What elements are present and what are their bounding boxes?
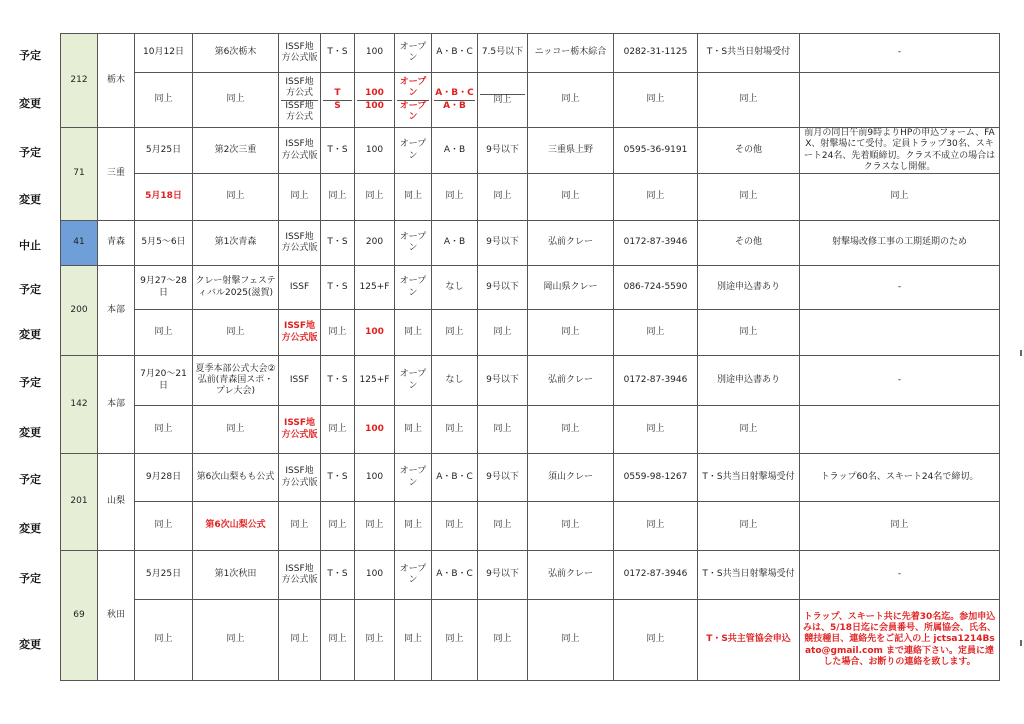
event-class: T・S — [321, 454, 355, 502]
event-open: オープン — [395, 356, 432, 406]
event-tel: 0595-36-9191 — [614, 128, 698, 174]
event-type: 同上 — [279, 502, 321, 551]
event-class: 同上 — [321, 310, 355, 356]
event-name: 第6次山梨公式 — [193, 502, 279, 551]
prefecture: 青森 — [98, 221, 135, 266]
event-venue: 同上 — [528, 502, 614, 551]
event-apply: 同上 — [698, 73, 800, 128]
event-apply: T・S共主管協会申込 — [698, 600, 800, 681]
event-open: 同上 — [395, 310, 432, 356]
event-name: 第2次三重 — [193, 128, 279, 174]
row-label-changed: 変更 — [19, 97, 41, 110]
event-shot: 9号以下 — [478, 454, 528, 502]
event-grade: 同上 — [432, 406, 478, 454]
event-date: 7月20～21日 — [135, 356, 193, 406]
event-fee: 100 — [355, 310, 395, 356]
event-type: ISSF地方公式版 — [279, 128, 321, 174]
table-row — [61, 34, 1000, 73]
event-number: 212 — [61, 34, 98, 128]
event-open-s: オープン — [399, 100, 427, 122]
event-tel: 同上 — [614, 600, 698, 681]
event-venue: 弘前クレー — [528, 356, 614, 406]
event-name: 同上 — [193, 310, 279, 356]
event-fee: 100 — [355, 454, 395, 502]
event-shot: 7.5号以下 — [478, 34, 528, 73]
event-note: 射撃場改修工事の工期延期のため — [800, 221, 1000, 266]
row-label-planned: 予定 — [19, 572, 41, 585]
scan-mark — [1020, 350, 1022, 356]
event-name: クレー射撃フェスティバル2025(滋賀) — [193, 266, 279, 310]
event-name: 第6次栃木 — [193, 34, 279, 73]
prefecture: 秋田 — [98, 551, 135, 681]
event-name: 同上 — [193, 600, 279, 681]
schedule-table — [60, 33, 1000, 681]
event-open: オープン — [395, 128, 432, 174]
table-row — [61, 221, 1000, 266]
event-shot: 9号以下 — [478, 551, 528, 600]
table-row — [61, 356, 1000, 406]
event-fee: 125+F — [355, 356, 395, 406]
event-number: 200 — [61, 266, 98, 356]
event-venue: 弘前クレー — [528, 221, 614, 266]
event-venue: 同上 — [528, 406, 614, 454]
event-open: オープン — [395, 454, 432, 502]
event-apply: T・S共当日射場受付 — [698, 34, 800, 73]
event-apply: 同上 — [698, 502, 800, 551]
event-name: 第1次秋田 — [193, 551, 279, 600]
event-note: - — [800, 551, 1000, 600]
event-name: 同上 — [193, 73, 279, 128]
event-type: ISSF — [279, 356, 321, 406]
event-type: ISSF — [279, 266, 321, 310]
event-note — [800, 310, 1000, 356]
event-open: 同上 — [395, 406, 432, 454]
event-fee: 100 — [355, 128, 395, 174]
event-date: 同上 — [135, 310, 193, 356]
table-row — [61, 174, 1000, 221]
event-type: 同上 — [279, 174, 321, 221]
event-venue: 岡山県クレー — [528, 266, 614, 310]
event-apply: その他 — [698, 128, 800, 174]
event-class: 同上 — [321, 174, 355, 221]
event-note: トラップ60名、スキート24名で締切。 — [800, 454, 1000, 502]
event-venue: 同上 — [528, 310, 614, 356]
event-type: ISSF地方公式版 — [279, 406, 321, 454]
event-fee: 100 — [355, 551, 395, 600]
event-shot-s: 同上 — [493, 94, 512, 105]
scan-mark — [1020, 640, 1022, 646]
event-grade: 同上 — [432, 502, 478, 551]
event-note — [800, 73, 1000, 128]
event-type-t: ISSF地方公式 — [281, 77, 318, 101]
event-tel: 同上 — [614, 310, 698, 356]
event-class-s: S — [334, 100, 341, 111]
event-shot: 9号以下 — [478, 356, 528, 406]
table-row — [61, 310, 1000, 356]
table-row — [61, 73, 1000, 128]
table-row — [61, 502, 1000, 551]
event-venue: 同上 — [528, 174, 614, 221]
prefecture: 本部 — [98, 356, 135, 454]
event-type: ISSF地方公式版 — [279, 454, 321, 502]
event-venue: ニッコー栃木綜合 — [528, 34, 614, 73]
table-row — [61, 406, 1000, 454]
event-name: 夏季本部公式大会②弘前(青森国スポ・プレ大会) — [193, 356, 279, 406]
event-number: 142 — [61, 356, 98, 454]
row-label-changed: 変更 — [19, 328, 41, 341]
event-class: 同上 — [321, 600, 355, 681]
event-grade-s: A・B — [443, 100, 466, 111]
event-apply: T・S共当日射撃場受付 — [698, 454, 800, 502]
event-class: T・S — [321, 34, 355, 73]
event-open: オープン — [395, 34, 432, 73]
event-venue: 弘前クレー — [528, 551, 614, 600]
event-shot: 9号以下 — [478, 128, 528, 174]
table-row — [61, 454, 1000, 502]
event-shot: 9号以下 — [478, 221, 528, 266]
event-tel: 同上 — [614, 502, 698, 551]
event-class: T・S — [321, 266, 355, 310]
event-open: 同上 — [395, 600, 432, 681]
event-venue: 三重県上野 — [528, 128, 614, 174]
event-note: 前月の同日午前9時よりHPの申込フォーム、FAX、射撃場にて受付。定員トラップ30名、スキート24名、先着順締切。クラス不成立の場合はクラスなし開催。 — [800, 128, 1000, 174]
event-date: 10月12日 — [135, 34, 193, 73]
row-label-changed: 変更 — [19, 193, 41, 206]
event-type: ISSF地方公式版 — [279, 221, 321, 266]
event-name: 同上 — [193, 406, 279, 454]
table-row — [61, 600, 1000, 681]
row-label-changed: 変更 — [19, 522, 41, 535]
event-apply: 同上 — [698, 406, 800, 454]
event-shot: 同上 — [478, 600, 528, 681]
event-fee: 100 — [355, 34, 395, 73]
event-date: 同上 — [135, 502, 193, 551]
event-shot: 9号以下 — [478, 266, 528, 310]
event-grade: なし — [432, 356, 478, 406]
event-venue: 同上 — [528, 73, 614, 128]
event-grade: 同上 — [432, 600, 478, 681]
event-note — [800, 406, 1000, 454]
event-date: 5月5～6日 — [135, 221, 193, 266]
event-apply: その他 — [698, 221, 800, 266]
event-fee: 同上 — [355, 502, 395, 551]
event-venue: 須山クレー — [528, 454, 614, 502]
event-tel: 同上 — [614, 174, 698, 221]
event-apply: 同上 — [698, 310, 800, 356]
event-type: ISSF地方公式版 — [279, 34, 321, 73]
event-class: 同上 — [321, 502, 355, 551]
event-note: 同上 — [800, 174, 1000, 221]
event-apply: 別途申込書あり — [698, 356, 800, 406]
row-label-planned: 予定 — [19, 146, 41, 159]
event-type: ISSF地方公式版 — [279, 310, 321, 356]
event-apply: T・S共当日射撃場受付 — [698, 551, 800, 600]
event-open: オープン — [395, 551, 432, 600]
event-tel: 0559-98-1267 — [614, 454, 698, 502]
event-grade-t: A・B・C — [434, 88, 475, 100]
table-row — [61, 266, 1000, 310]
event-venue: 同上 — [528, 600, 614, 681]
event-open-t: オープン — [397, 77, 429, 101]
table-row — [61, 551, 1000, 600]
event-date: 同上 — [135, 600, 193, 681]
event-grade: 同上 — [432, 174, 478, 221]
event-class: T・S — [321, 128, 355, 174]
event-number: 201 — [61, 454, 98, 551]
event-number: 69 — [61, 551, 98, 681]
event-fee-split — [355, 73, 395, 128]
event-note: 同上 — [800, 502, 1000, 551]
event-shot: 同上 — [478, 502, 528, 551]
event-tel: 0172-87-3946 — [614, 356, 698, 406]
event-fee: 同上 — [355, 174, 395, 221]
event-class: T・S — [321, 221, 355, 266]
event-date: 9月28日 — [135, 454, 193, 502]
prefecture: 栃木 — [98, 34, 135, 128]
event-open-split — [395, 73, 432, 128]
event-shot: 同上 — [478, 310, 528, 356]
event-fee-t: 100 — [357, 88, 392, 100]
event-class: T・S — [321, 551, 355, 600]
event-type: ISSF地方公式版 — [279, 551, 321, 600]
event-tel: 0172-87-3946 — [614, 551, 698, 600]
event-name: 第1次青森 — [193, 221, 279, 266]
event-note: - — [800, 356, 1000, 406]
row-label-planned: 予定 — [19, 376, 41, 389]
event-apply: 別途申込書あり — [698, 266, 800, 310]
event-open: オープン — [395, 221, 432, 266]
event-grade: なし — [432, 266, 478, 310]
event-tel: 同上 — [614, 73, 698, 128]
event-grade: 同上 — [432, 310, 478, 356]
event-number: 41 — [61, 221, 98, 266]
row-label-cancelled: 中止 — [19, 239, 41, 252]
event-grade: A・B・C — [432, 551, 478, 600]
prefecture: 山梨 — [98, 454, 135, 551]
event-open: 同上 — [395, 502, 432, 551]
event-class-t: T — [323, 88, 352, 100]
event-fee-s: 100 — [365, 100, 384, 111]
event-tel: 086-724-5590 — [614, 266, 698, 310]
event-type-split — [279, 73, 321, 128]
event-date: 5月25日 — [135, 551, 193, 600]
event-type: 同上 — [279, 600, 321, 681]
event-fee: 100 — [355, 406, 395, 454]
event-date: 同上 — [135, 406, 193, 454]
event-date: 5月25日 — [135, 128, 193, 174]
event-fee: 200 — [355, 221, 395, 266]
event-shot: 同上 — [478, 174, 528, 221]
event-open: 同上 — [395, 174, 432, 221]
event-apply: 同上 — [698, 174, 800, 221]
event-grade: A・B — [432, 221, 478, 266]
event-date: 5月18日 — [135, 174, 193, 221]
event-shot: 同上 — [478, 406, 528, 454]
event-note: トラップ、スキート共に先着30名迄。参加申込みは、5/18日迄に会員番号、所属協会、氏名、競技種目、連絡先をご記入の上 jctsa1214Bsato@gmail.com まで連絡下さい。定員に達した場合、お断りの連絡を致します。 — [800, 600, 1000, 681]
event-note: - — [800, 34, 1000, 73]
event-date: 同上 — [135, 73, 193, 128]
event-open: オープン — [395, 266, 432, 310]
prefecture: 本部 — [98, 266, 135, 356]
event-grade: A・B・C — [432, 454, 478, 502]
event-class: 同上 — [321, 406, 355, 454]
event-note: - — [800, 266, 1000, 310]
event-tel: 0172-87-3946 — [614, 221, 698, 266]
event-name: 同上 — [193, 174, 279, 221]
row-label-planned: 予定 — [19, 473, 41, 486]
event-tel: 0282-31-1125 — [614, 34, 698, 73]
event-tel: 同上 — [614, 406, 698, 454]
row-label-planned: 予定 — [19, 49, 41, 62]
event-date: 9月27～28日 — [135, 266, 193, 310]
event-name: 第6次山梨もも公式 — [193, 454, 279, 502]
event-class: T・S — [321, 356, 355, 406]
prefecture: 三重 — [98, 128, 135, 221]
row-label-changed: 変更 — [19, 426, 41, 439]
row-label-changed: 変更 — [19, 638, 41, 651]
event-class-split — [321, 73, 355, 128]
event-number: 71 — [61, 128, 98, 221]
event-fee: 同上 — [355, 600, 395, 681]
table-row — [61, 128, 1000, 174]
event-type-s: ISSF地方公式 — [285, 100, 314, 122]
event-grade: A・B — [432, 128, 478, 174]
event-grade-split — [432, 73, 478, 128]
event-grade: A・B・C — [432, 34, 478, 73]
row-label-planned: 予定 — [19, 283, 41, 296]
event-fee: 125+F — [355, 266, 395, 310]
event-shot-split — [478, 73, 528, 128]
